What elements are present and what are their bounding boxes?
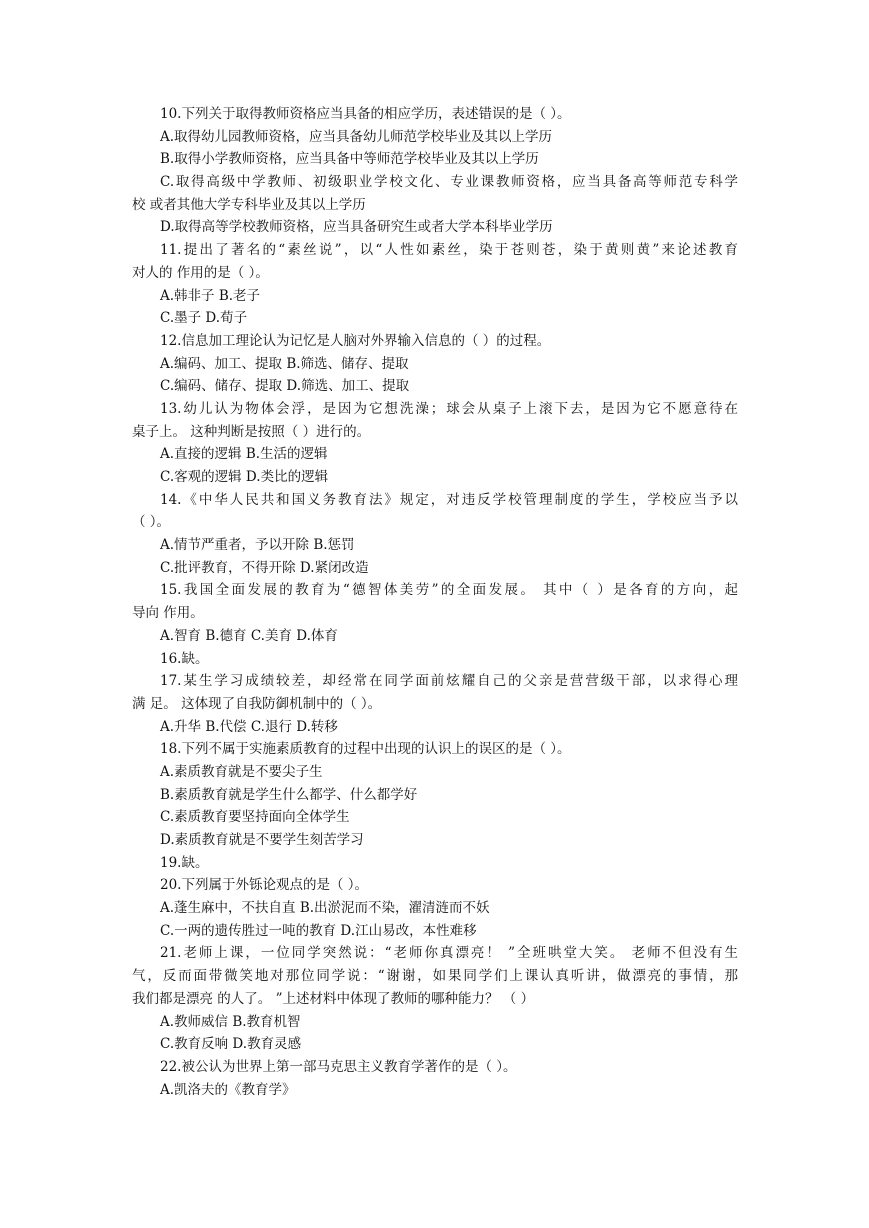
question-13-stem: 13.幼儿认为物体会浮，是因为它想洗澡；球会从桌子上滚下去，是因为它不愿意待在 — [160, 400, 738, 417]
question-21-stem-cont-1: 气，反而面带微笑地对那位同学说：“谢谢，如果同学们上课认真听讲，做漂亮的事情，那 — [132, 968, 738, 985]
question-18-option-d: D.素质教育就是不要学生刻苦学习 — [160, 832, 364, 848]
question-17-stem-cont: 满 足。 这体现了自我防御机制中的（ ）。 — [132, 695, 382, 712]
question-14-stem-cont: （ ）。 — [132, 514, 171, 531]
question-13-stem-cont: 桌子上。 这种判断是按照（ ）进行的。 — [132, 423, 371, 440]
question-21-options-ab: A.教师威信 B.教育机智 — [160, 1013, 301, 1030]
question-21-stem: 21.老师上课，一位同学突然说：“老师你真漂亮！ ”全班哄堂大笑。 老师不但没有生 — [160, 945, 738, 962]
question-22-option-a: A.凯洛夫的《教育学》 — [160, 1081, 296, 1098]
question-15-stem: 15.我国全面发展的教育为“德智体美劳”的全面发展。 其中（ ）是各育的方向，起 — [160, 582, 738, 599]
question-12-options-cd: C.编码、储存、提取 D.筛选、加工、提取 — [160, 378, 410, 395]
question-18-option-a: A.素质教育就是不要尖子生 — [160, 763, 323, 780]
question-11-stem-cont: 对人的 作用的是（ ）。 — [132, 264, 269, 281]
question-13-options-cd: C.客观的逻辑 D.类比的逻辑 — [160, 469, 329, 485]
question-17-stem: 17.某生学习成绩较差，却经常在同学面前炫耀自己的父亲是营营级干部，以求得心理 — [160, 673, 738, 690]
question-11-stem: 11.提出了著名的“素丝说”，以“人性如素丝，染于苍则苍，染于黄则黄”来论述教育 — [160, 242, 738, 259]
question-10-option-a: A.取得幼儿园教师资格，应当具备幼儿师范学校毕业及其以上学历 — [160, 128, 553, 145]
question-21-options-cd: C.教育反响 D.教育灵感 — [160, 1036, 302, 1053]
question-15-options: A.智育 B.德育 C.美育 D.体育 — [160, 627, 338, 644]
question-15-stem-cont: 导向 作用。 — [132, 605, 204, 622]
question-17-options: A.升华 B.代偿 C.退行 D.转移 — [160, 718, 338, 735]
question-16-missing: 16.缺。 — [160, 650, 209, 667]
question-19-missing: 19.缺。 — [160, 854, 209, 871]
question-20-options-cd: C.一两的遗传胜过一吨的教育 D.江山易改，本性难移 — [160, 922, 477, 939]
question-20-options-ab: A.蓬生麻中，不扶自直 B.出淤泥而不染，濯清涟而不妖 — [160, 900, 490, 917]
question-10-option-d: D.取得高等学校教师资格，应当具备研究生或者大学本科毕业学历 — [160, 219, 553, 236]
question-10-option-b: B.取得小学教师资格，应当具备中等师范学校毕业及其以上学历 — [160, 151, 539, 168]
question-21-stem-cont-2: 我们都是漂亮 的人了。 ”上述材料中体现了教师的哪种能力？ （ ） — [132, 990, 535, 1007]
question-14-options-cd: C.批评教育，不得开除 D.紧闭改造 — [160, 559, 369, 576]
document-page — [132, 103, 738, 1101]
question-18-option-b: B.素质教育就是学生什么都学、什么都学好 — [160, 786, 418, 803]
question-10-option-c: C.取得高级中学教师、初级职业学校文化、专业课教师资格，应当具备高等师范专科学 — [160, 174, 738, 191]
question-14-options-ab: A.情节严重者，予以开除 B.惩罚 — [160, 537, 355, 554]
question-18-option-c: C.素质教育要坚持面向全体学生 — [160, 809, 350, 826]
question-12-options-ab: A.编码、加工、提取 B.筛选、储存、提取 — [160, 355, 409, 372]
question-22-stem: 22.被公认为世界上第一部马克思主义教育学著作的是（ ）。 — [160, 1058, 517, 1075]
question-12-stem: 12.信息加工理论认为记忆是人脑对外界输入信息的（ ）的过程。 — [160, 332, 551, 349]
question-11-options-cd: C.墨子 D.荀子 — [160, 310, 248, 327]
question-10-option-c-cont: 校 或者其他大学专科毕业及其以上学历 — [132, 196, 366, 213]
question-11-options-ab: A.韩非子 B.老子 — [160, 287, 261, 304]
question-14-stem: 14.《中华人民共和国义务教育法》规定，对违反学校管理制度的学生，学校应当予以 — [160, 491, 738, 508]
question-13-options-ab: A.直接的逻辑 B.生活的逻辑 — [160, 446, 328, 463]
question-10-stem: 10.下列关于取得教师资格应当具备的相应学历，表述错误的是（ ）。 — [160, 106, 571, 122]
question-20-stem: 20.下列属于外铄论观点的是（ ）。 — [160, 877, 369, 894]
question-18-stem: 18.下列不属于实施素质教育的过程中出现的认识上的误区的是（ ）。 — [160, 741, 571, 758]
